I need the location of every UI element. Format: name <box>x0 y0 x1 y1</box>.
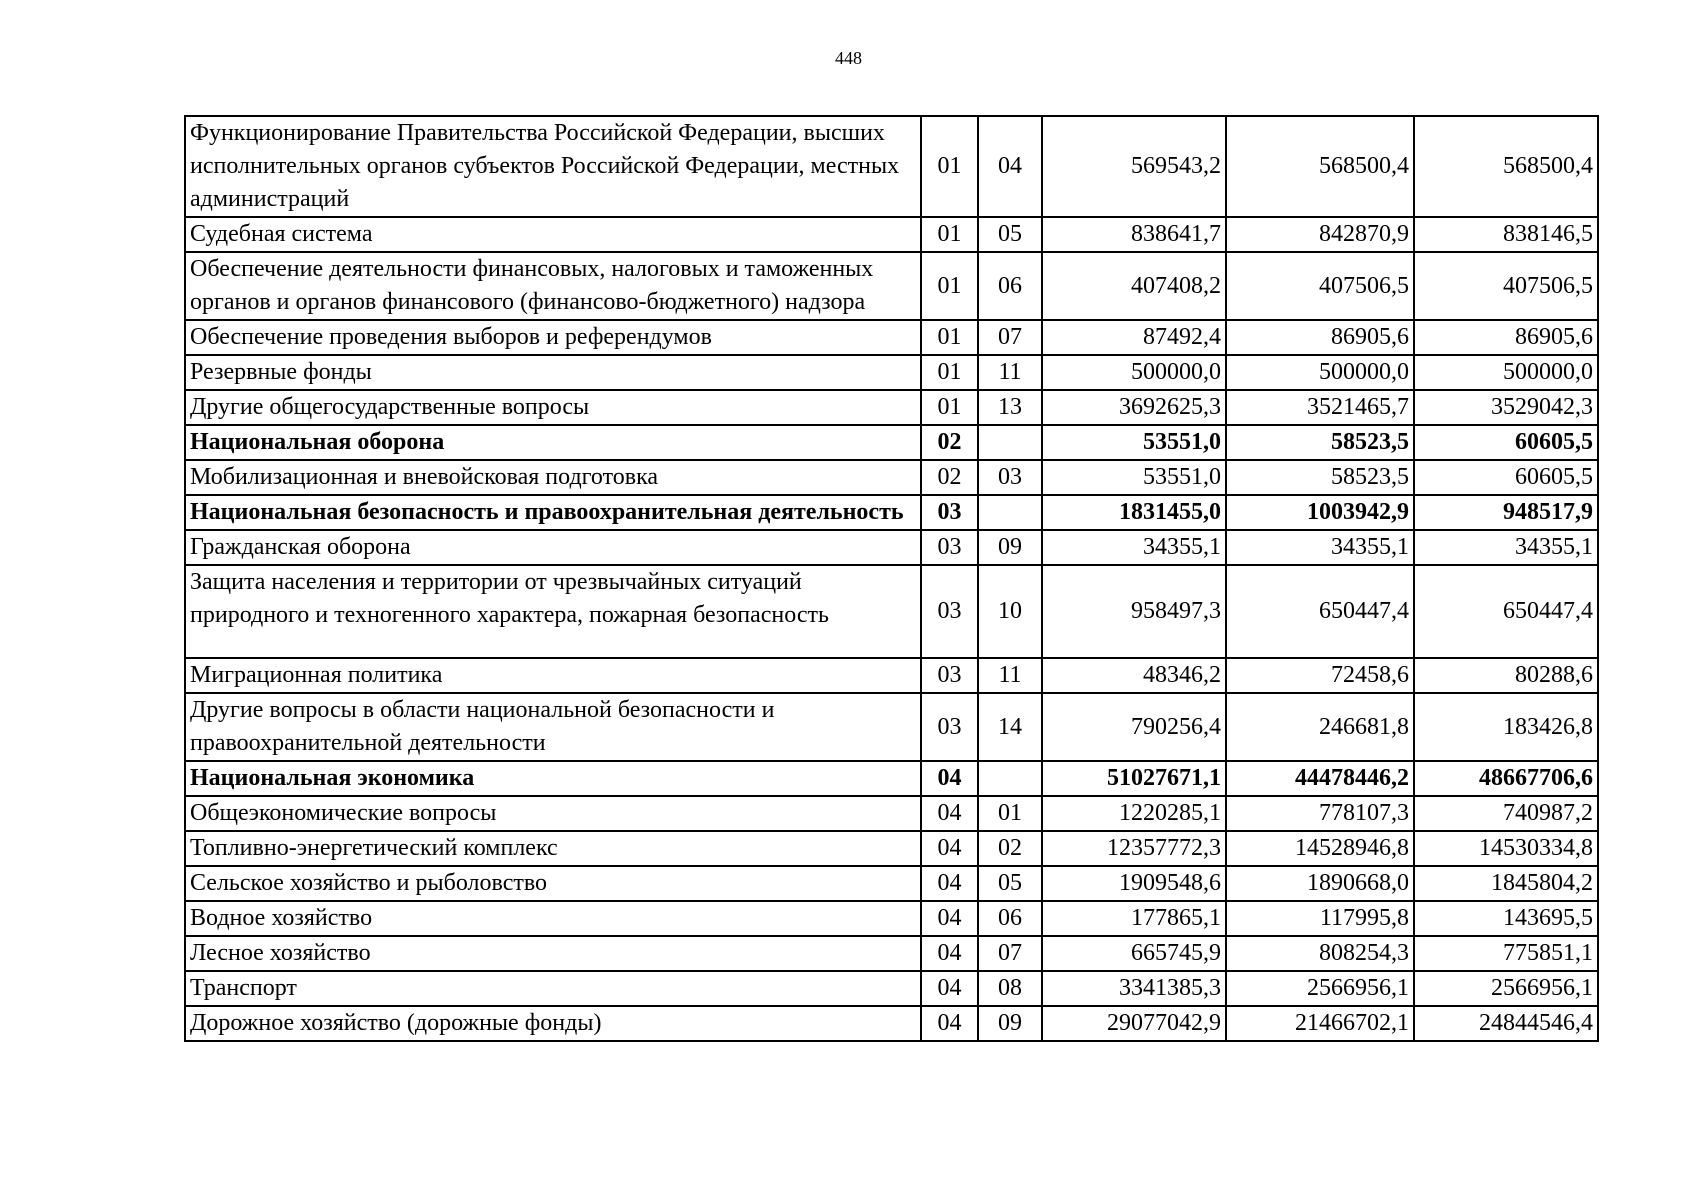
amount-year-2: 650447,4 <box>1226 565 1414 658</box>
subsection-code: 11 <box>978 658 1042 693</box>
amount-year-1: 958497,3 <box>1042 565 1226 658</box>
amount-year-1: 665745,9 <box>1042 936 1226 971</box>
amount-year-1: 500000,0 <box>1042 355 1226 390</box>
amount-year-2: 1890668,0 <box>1226 866 1414 901</box>
subsection-code <box>978 495 1042 530</box>
row-name: Дорожное хозяйство (дорожные фонды) <box>185 1006 921 1041</box>
row-name: Общеэкономические вопросы <box>185 796 921 831</box>
subsection-code: 06 <box>978 901 1042 936</box>
table-row <box>185 658 1598 693</box>
amount-year-3: 80288,6 <box>1414 658 1598 693</box>
subsection-code: 06 <box>978 252 1042 320</box>
amount-year-3: 838146,5 <box>1414 217 1598 252</box>
amount-year-1: 53551,0 <box>1042 425 1226 460</box>
table-row <box>185 901 1598 936</box>
amount-year-1: 1831455,0 <box>1042 495 1226 530</box>
subsection-code: 02 <box>978 831 1042 866</box>
page-number: 448 <box>835 48 862 68</box>
section-code: 03 <box>921 530 978 565</box>
table-row <box>185 116 1598 217</box>
row-name: Миграционная политика <box>185 658 921 693</box>
row-name: Водное хозяйство <box>185 901 921 936</box>
table-row <box>185 1006 1598 1041</box>
amount-year-3: 650447,4 <box>1414 565 1598 658</box>
amount-year-3: 500000,0 <box>1414 355 1598 390</box>
amount-year-2: 58523,5 <box>1226 425 1414 460</box>
amount-year-2: 72458,6 <box>1226 658 1414 693</box>
subsection-code: 09 <box>978 1006 1042 1041</box>
table-row <box>185 936 1598 971</box>
amount-year-2: 778107,3 <box>1226 796 1414 831</box>
section-code: 03 <box>921 658 978 693</box>
amount-year-2: 3521465,7 <box>1226 390 1414 425</box>
row-name: Национальная экономика <box>185 761 921 796</box>
table-row <box>185 355 1598 390</box>
subsection-code: 01 <box>978 796 1042 831</box>
amount-year-3: 60605,5 <box>1414 460 1598 495</box>
table-row <box>185 831 1598 866</box>
amount-year-3: 740987,2 <box>1414 796 1598 831</box>
section-code: 04 <box>921 1006 978 1041</box>
amount-year-2: 86905,6 <box>1226 320 1414 355</box>
amount-year-1: 29077042,9 <box>1042 1006 1226 1041</box>
amount-year-3: 3529042,3 <box>1414 390 1598 425</box>
row-name: Гражданская оборона <box>185 530 921 565</box>
subsection-code: 07 <box>978 936 1042 971</box>
amount-year-2: 34355,1 <box>1226 530 1414 565</box>
amount-year-3: 568500,4 <box>1414 116 1598 217</box>
amount-year-3: 24844546,4 <box>1414 1006 1598 1041</box>
subsection-code: 04 <box>978 116 1042 217</box>
amount-year-1: 407408,2 <box>1042 252 1226 320</box>
subsection-code: 05 <box>978 866 1042 901</box>
subsection-code: 10 <box>978 565 1042 658</box>
row-name: Другие общегосударственные вопросы <box>185 390 921 425</box>
section-code: 01 <box>921 320 978 355</box>
table-row <box>185 971 1598 1006</box>
amount-year-3: 183426,8 <box>1414 693 1598 761</box>
table-row <box>185 796 1598 831</box>
row-name: Национальная оборона <box>185 425 921 460</box>
section-code: 01 <box>921 390 978 425</box>
table-row <box>185 761 1598 796</box>
row-name: Транспорт <box>185 971 921 1006</box>
table-row <box>185 693 1598 761</box>
section-code: 02 <box>921 460 978 495</box>
amount-year-2: 117995,8 <box>1226 901 1414 936</box>
row-name: Мобилизационная и вневойсковая подготовка <box>185 460 921 495</box>
section-code: 04 <box>921 761 978 796</box>
subsection-code: 08 <box>978 971 1042 1006</box>
amount-year-3: 60605,5 <box>1414 425 1598 460</box>
section-code: 01 <box>921 355 978 390</box>
amount-year-3: 948517,9 <box>1414 495 1598 530</box>
row-name: Защита населения и территории от чрезвычайных ситуаций природного и техногенного характера, пожарная безопасность <box>185 565 921 658</box>
subsection-code: 14 <box>978 693 1042 761</box>
table-row <box>185 320 1598 355</box>
amount-year-2: 246681,8 <box>1226 693 1414 761</box>
amount-year-1: 838641,7 <box>1042 217 1226 252</box>
section-code: 02 <box>921 425 978 460</box>
amount-year-2: 568500,4 <box>1226 116 1414 217</box>
section-code: 04 <box>921 936 978 971</box>
subsection-code: 07 <box>978 320 1042 355</box>
table-row <box>185 425 1598 460</box>
amount-year-1: 177865,1 <box>1042 901 1226 936</box>
budget-table <box>184 115 1599 1042</box>
subsection-code <box>978 761 1042 796</box>
amount-year-1: 3341385,3 <box>1042 971 1226 1006</box>
amount-year-1: 1220285,1 <box>1042 796 1226 831</box>
subsection-code <box>978 425 1042 460</box>
amount-year-2: 808254,3 <box>1226 936 1414 971</box>
table-row <box>185 217 1598 252</box>
row-name: Другие вопросы в области национальной безопасности и правоохранительной деятельности <box>185 693 921 761</box>
section-code: 04 <box>921 831 978 866</box>
amount-year-2: 1003942,9 <box>1226 495 1414 530</box>
amount-year-1: 3692625,3 <box>1042 390 1226 425</box>
section-code: 03 <box>921 565 978 658</box>
amount-year-3: 14530334,8 <box>1414 831 1598 866</box>
subsection-code: 03 <box>978 460 1042 495</box>
amount-year-1: 48346,2 <box>1042 658 1226 693</box>
row-name: Судебная система <box>185 217 921 252</box>
table-row <box>185 866 1598 901</box>
table-row <box>185 565 1598 658</box>
table-row <box>185 460 1598 495</box>
row-name: Национальная безопасность и правоохранительная деятельность <box>185 495 921 530</box>
section-code: 04 <box>921 971 978 1006</box>
amount-year-2: 842870,9 <box>1226 217 1414 252</box>
amount-year-1: 12357772,3 <box>1042 831 1226 866</box>
table-row <box>185 495 1598 530</box>
section-code: 04 <box>921 901 978 936</box>
amount-year-2: 44478446,2 <box>1226 761 1414 796</box>
table-row <box>185 252 1598 320</box>
amount-year-1: 51027671,1 <box>1042 761 1226 796</box>
table-row <box>185 530 1598 565</box>
subsection-code: 09 <box>978 530 1042 565</box>
subsection-code: 05 <box>978 217 1042 252</box>
subsection-code: 11 <box>978 355 1042 390</box>
subsection-code: 13 <box>978 390 1042 425</box>
amount-year-1: 53551,0 <box>1042 460 1226 495</box>
row-name: Обеспечение проведения выборов и референдумов <box>185 320 921 355</box>
amount-year-1: 34355,1 <box>1042 530 1226 565</box>
amount-year-3: 34355,1 <box>1414 530 1598 565</box>
row-name: Лесное хозяйство <box>185 936 921 971</box>
amount-year-1: 1909548,6 <box>1042 866 1226 901</box>
amount-year-3: 775851,1 <box>1414 936 1598 971</box>
table-body <box>185 116 1598 1041</box>
section-code: 01 <box>921 116 978 217</box>
amount-year-1: 569543,2 <box>1042 116 1226 217</box>
amount-year-3: 1845804,2 <box>1414 866 1598 901</box>
amount-year-2: 500000,0 <box>1226 355 1414 390</box>
row-name: Обеспечение деятельности финансовых, налоговых и таможенных органов и органов финансового (финансово-бюджетного) надзора <box>185 252 921 320</box>
section-code: 03 <box>921 495 978 530</box>
section-code: 01 <box>921 217 978 252</box>
section-code: 01 <box>921 252 978 320</box>
amount-year-2: 2566956,1 <box>1226 971 1414 1006</box>
table-row <box>185 390 1598 425</box>
section-code: 04 <box>921 796 978 831</box>
amount-year-2: 58523,5 <box>1226 460 1414 495</box>
amount-year-1: 790256,4 <box>1042 693 1226 761</box>
amount-year-3: 86905,6 <box>1414 320 1598 355</box>
row-name: Резервные фонды <box>185 355 921 390</box>
amount-year-2: 14528946,8 <box>1226 831 1414 866</box>
row-name: Топливно-энергетический комплекс <box>185 831 921 866</box>
amount-year-3: 407506,5 <box>1414 252 1598 320</box>
amount-year-3: 143695,5 <box>1414 901 1598 936</box>
row-name: Функционирование Правительства Российской Федерации, высших исполнительных органов субъектов Российской Федерации, местных администраций <box>185 116 921 217</box>
amount-year-1: 87492,4 <box>1042 320 1226 355</box>
amount-year-2: 407506,5 <box>1226 252 1414 320</box>
row-name: Сельское хозяйство и рыболовство <box>185 866 921 901</box>
section-code: 04 <box>921 866 978 901</box>
amount-year-3: 2566956,1 <box>1414 971 1598 1006</box>
section-code: 03 <box>921 693 978 761</box>
amount-year-2: 21466702,1 <box>1226 1006 1414 1041</box>
amount-year-3: 48667706,6 <box>1414 761 1598 796</box>
